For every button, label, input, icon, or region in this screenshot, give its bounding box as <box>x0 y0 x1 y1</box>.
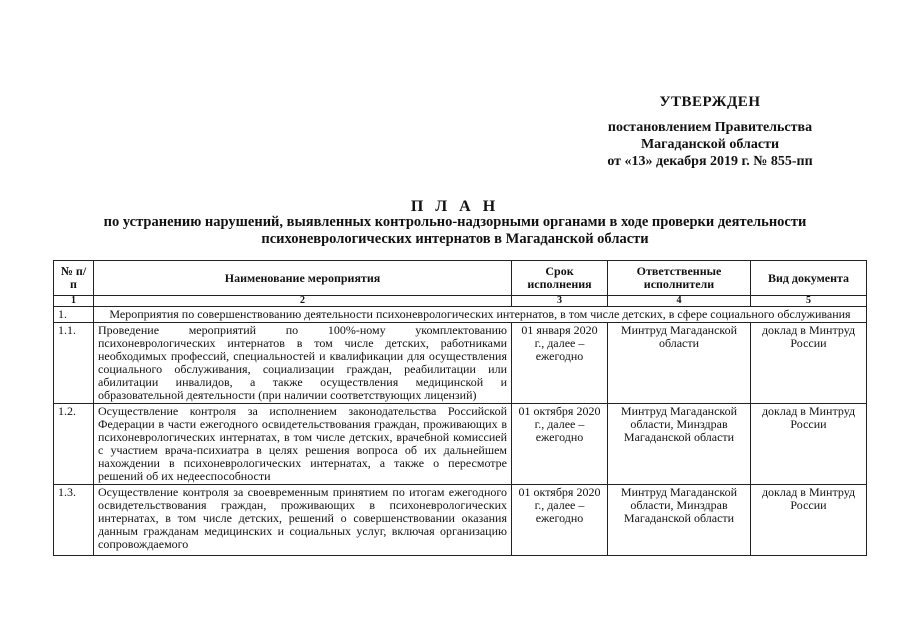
table-row <box>54 404 867 485</box>
col-number: 1 <box>54 296 94 307</box>
table-row <box>54 485 867 556</box>
row-term: 01 октября 2020 г., далее – ежегодно <box>512 404 608 485</box>
row-term: 01 октября 2020 г., далее – ежегодно <box>512 485 608 556</box>
col-number: 5 <box>751 296 867 307</box>
approved-date: от «13» декабря 2019 г. № 855-пп <box>607 154 813 169</box>
row-doc: доклад в Минтруд России <box>751 323 867 404</box>
row-num: 1.3. <box>54 485 94 556</box>
header-num: № п/п <box>54 261 94 296</box>
row-executors: Минтруд Магаданской области <box>608 323 751 404</box>
column-numbers-row <box>54 296 867 307</box>
header-doc: Вид документа <box>751 261 867 296</box>
row-name: Осуществление контроля за исполнением законодательства Российской Федерации в части ежегодного освидетельствования граждан, проживающих в психоневрологических интернатах, в том числе детских, врачебной комиссией с участием врача-психиатра в целях решения вопроса об их дальнейшем нахождении в психоневрологических интернатах, а также о пересмотре решений об их недееспособности <box>94 404 512 485</box>
header-term: Срок исполнения <box>512 261 608 296</box>
approved-by: постановлением Правительства <box>607 120 813 135</box>
col-number: 2 <box>94 296 512 307</box>
row-executors: Минтруд Магаданской области, Минздрав Магаданской области <box>608 404 751 485</box>
plan-subtitle-line1: по устранению нарушений, выявленных контрольно-надзорными органами в ходе проверки деятельности <box>103 214 807 230</box>
section-num: 1. <box>54 307 94 323</box>
table-header-row <box>54 261 867 296</box>
header-executors: Ответственные исполнители <box>608 261 751 296</box>
approved-heading: УТВЕРЖДЕН <box>659 94 761 110</box>
row-term: 01 января 2020 г., далее – ежегодно <box>512 323 608 404</box>
row-name: Осуществление контроля за своевременным принятием по итогам ежегодного освидетельствования граждан, проживающих в психоневрологических интернатах, в том числе детских, решений о совершенствовании оказания данным гражданам медицинских и социальных услуг, включая организацию сопровождаемого <box>94 485 512 556</box>
col-number: 4 <box>608 296 751 307</box>
section-row <box>54 307 867 323</box>
row-name: Проведение мероприятий по 100%-ному укомплектованию психоневрологических интернатов в том числе детских, работниками необходимых профессий, специальностей и квалификации для осуществления социального обслуживания, социализации граждан, реабилитации или абилитации инвалидов, а также осуществления медицинской и образовательной деятельности (при наличии соответствующих лицензий) <box>94 323 512 404</box>
row-doc: доклад в Минтруд России <box>751 404 867 485</box>
approval-stamp <box>560 94 860 170</box>
row-doc: доклад в Минтруд России <box>751 485 867 556</box>
header-name: Наименование мероприятия <box>94 261 512 296</box>
plan-table <box>53 260 867 556</box>
approved-region: Магаданской области <box>640 137 780 152</box>
table-row <box>54 323 867 404</box>
plan-subtitle <box>40 214 870 248</box>
plan-title: П Л А Н <box>410 198 500 215</box>
plan-subtitle-line2: психоневрологических интернатов в Магаданской области <box>261 231 649 247</box>
row-num: 1.1. <box>54 323 94 404</box>
row-executors: Минтруд Магаданской области, Минздрав Магаданской области <box>608 485 751 556</box>
row-num: 1.2. <box>54 404 94 485</box>
col-number: 3 <box>512 296 608 307</box>
section-title: Мероприятия по совершенствованию деятельности психоневрологических интернатов, в том числе детских, в сфере социального обслуживания <box>94 307 867 323</box>
